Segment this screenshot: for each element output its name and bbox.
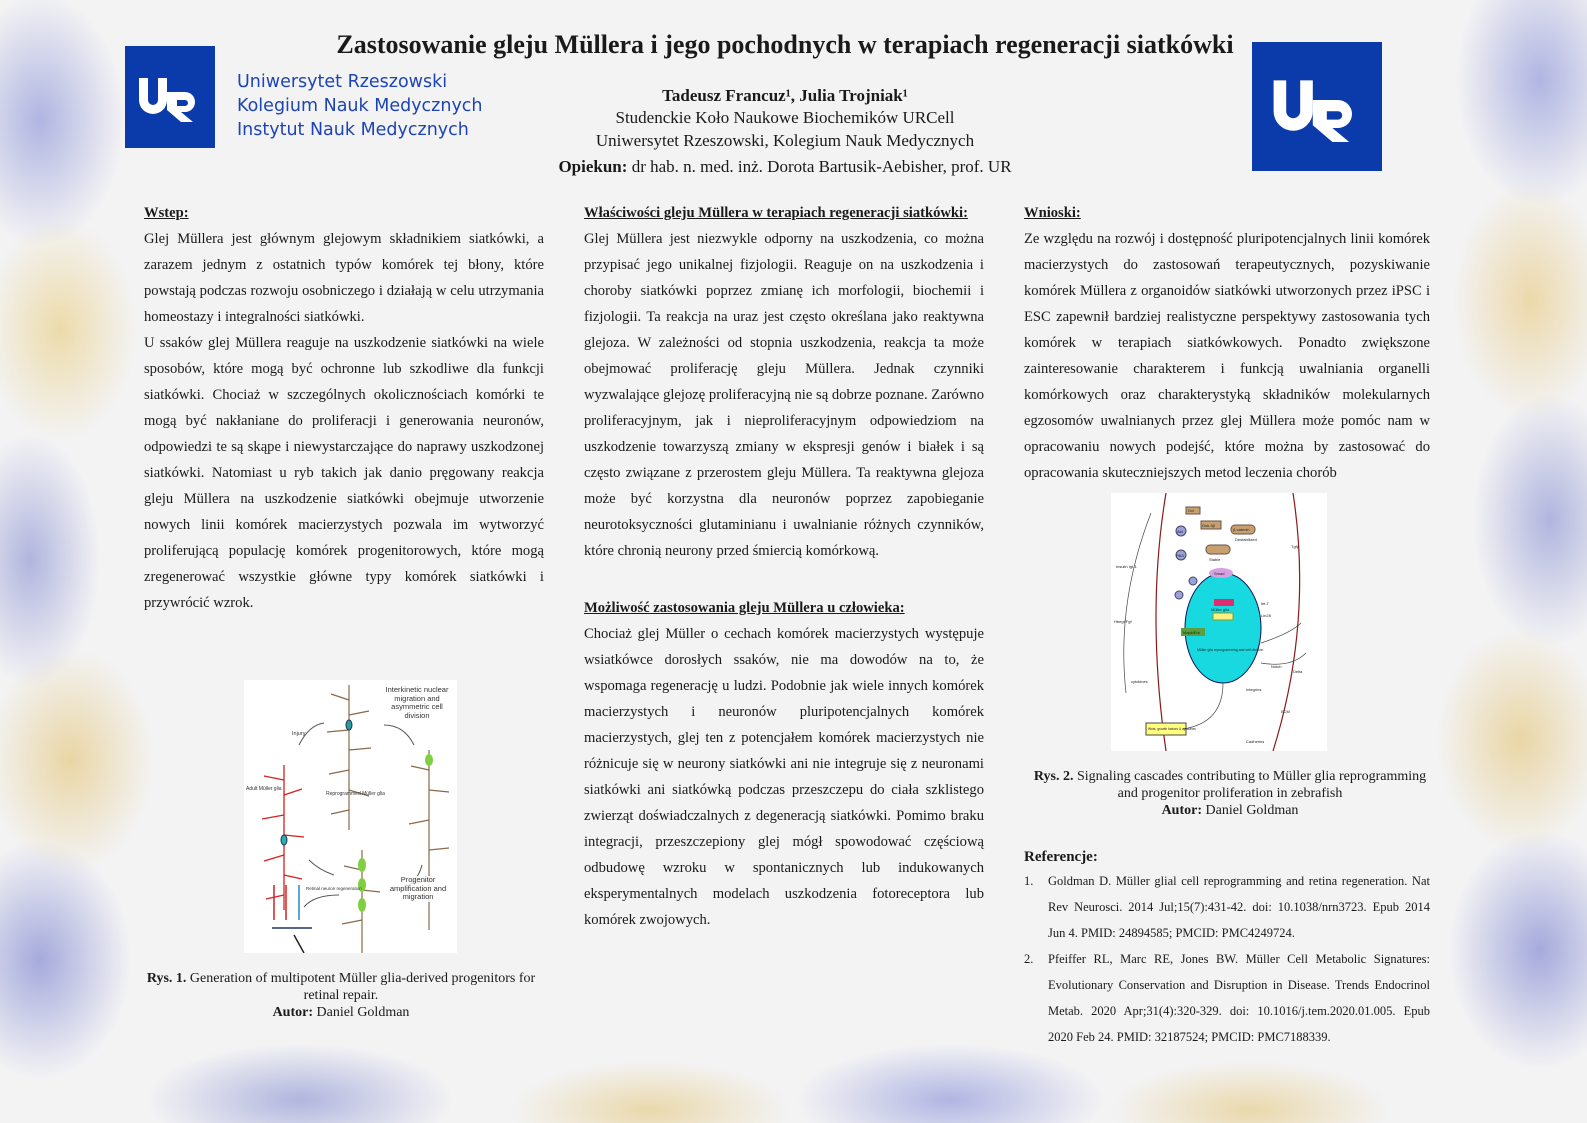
label-cytokines: cytokines bbox=[1131, 679, 1148, 684]
label-lin28: Lin28 bbox=[1261, 613, 1271, 618]
label-dvl: Dvl bbox=[1188, 508, 1194, 513]
university-logo-right bbox=[1252, 42, 1382, 171]
figure-1-author-label: Autor: bbox=[272, 1005, 313, 1020]
properties-text: Glej Müllera jest niezwykle odporny na uszkodzenia, co można przypisać jego unikalnej fizjologii. Reaguje on na uszkodzenia i choroby siatkówki poprzez zmianę ich morfologii, biochemii i fizjologii. Ta reakcja na uraz jest często określana jako reaktywna glejoza. W zależności od stopnia uszkodzenia, reakcja ta może obejmować proliferację gleju Müllera. Jednak czynniki wyzwalające glejozę proliferacyjną nie są dobrze poznane. Zarówno proliferacyjnym, jak i nieproliferacyjnym odpowiedziom na uszkodzenie towarzyszą zmiany w ekspresji genów i białek i są często związane z przerostem gleju Müllera. Ta reaktywna glejoza może być korzystna dla neuronów poprzez zapobieganie neurotoksyczności glutaminianu i uwalnianie różnych czynników, które chronią neurony przed śmiercią komórkową. bbox=[584, 231, 984, 559]
label-integrins: Integrins bbox=[1246, 687, 1262, 692]
figure-1-caption-text: Generation of multipotent Müller glia-derived progenitors for retinal repair. bbox=[189, 971, 536, 1003]
label-delta: Delta bbox=[1293, 669, 1303, 674]
label-insulin: Insulin Igf-1 bbox=[1116, 564, 1137, 569]
label-tgfb: Tgfβ bbox=[1291, 544, 1300, 549]
supervisor-label: Opiekun: bbox=[558, 157, 628, 176]
supervisor bbox=[400, 155, 1170, 178]
label-pik3: Pik3 bbox=[1176, 553, 1184, 558]
human-application-heading: Możliwość zastosowania gleju Müllera u człowieka: bbox=[584, 600, 905, 616]
label-let7: let-7 bbox=[1261, 601, 1269, 606]
figure-2-author-label: Autor: bbox=[1161, 803, 1202, 818]
figure-2-caption-text: Signaling cascades contributing to Müller glia reprogramming and progenitor proliferation in zebrafish bbox=[1076, 769, 1427, 801]
conclusions-text: Ze względu na rozwój i dostępność pluripotencjalnych linii komórek macierzystych do zastosowań terapeutycznych, pozyskiwanie komórek Müllera z organoidów siatkówki utworzonych przez iPSC i ESC zapewnił bardziej realistyczne perspektywy zastosowania tych komórek w terapiach siatkówkowych. Ponadto zwiększone zainteresowanie charakterem i funkcją uwalniania organelli komórkowych oraz charakterystyką składników molekularnych egzosomów uwalnianych przez glej Müllera może pomóc nam w opracowaniu nowych podejść, które można by zastosować do opracowania skuteczniejszych metod leczenia chorób bbox=[1024, 231, 1430, 481]
figure-1-author: Daniel Goldman bbox=[316, 1005, 410, 1020]
figure-1-caption-label: Rys. 1. bbox=[146, 971, 187, 986]
conclusions-heading: Wnioski: bbox=[1024, 205, 1081, 221]
intro-section bbox=[144, 200, 544, 616]
intro-heading: Wstep: bbox=[144, 205, 189, 221]
label-muller-glia: Müller glia bbox=[1211, 607, 1230, 612]
label-akt: Akt bbox=[1177, 529, 1183, 534]
label-hbegf: Hbegf Fgf bbox=[1114, 619, 1132, 624]
reference-text: Pfeiffer RL, Marc RE, Jones BW. Müller Cell Metabolic Signatures: Evolutionary Conservation and Disruption in Disease. Trends Endocrinol Metab. 2020 Apr;31(4):320-329. doi: 10.1016/j.tem.2020.01.005. Epub 2020 Feb 24. PMID: 32187524; PMCID: PMC7188339. bbox=[1048, 952, 1430, 1044]
label-injury: Injury bbox=[292, 731, 306, 737]
references-heading: Referencje: bbox=[1024, 849, 1098, 865]
institute-name: Instytut Nauk Medycznych bbox=[237, 120, 469, 140]
reference-number: 2. bbox=[1024, 952, 1034, 966]
university-name: Uniwersytet Rzeszowski bbox=[237, 72, 448, 92]
label-mapk: Mapk/Erk bbox=[1183, 630, 1200, 635]
affiliation-club: Studenckie Koło Naukowe Biochemików URCell bbox=[615, 108, 955, 127]
figure-2-caption bbox=[1030, 768, 1430, 819]
figure-2-caption-label: Rys. 2. bbox=[1033, 769, 1074, 784]
references-section bbox=[1024, 846, 1430, 1050]
figure-1-caption bbox=[136, 970, 546, 1021]
properties-heading: Właściwości gleju Müllera w terapiach regeneracji siatkówki: bbox=[584, 205, 968, 221]
label-smad: Smad bbox=[1214, 571, 1225, 576]
label-reprogramming: Müller glia reprogramming and cell division bbox=[1197, 648, 1264, 652]
intro-paragraph: U ssaków glej Müllera reaguje na uszkodzenie siatkówki na wiele sposobów, które mogą być ochronne lub szkodliwe dla funkcji siatkówki. Chociaż w szczególnych okolicznościach komórki te mogą być nakłaniane do proliferacji i generowania neuronów, odpowiedzi te są skąpe i niewystarczające do naprawy uszkodzonej siatkówki. Natomiast u ryb takich jak danio pręgowany reakcja gleju Müllera na uszkodzenie siatkówki obejmuje utworzenie nowych linii komórek macierzystych pozwala im wytworzyć proliferującą populację komórek progenitorowych, które mogą zregenerować wszystkie główne typy komórek siatkówki i przywrócić wzrok. bbox=[144, 335, 544, 611]
figure-2-author: Daniel Goldman bbox=[1205, 803, 1299, 818]
figure-2-signaling-cascades bbox=[1111, 493, 1327, 751]
label-reprogrammed-muller-glia: Reprogrammed Müller glia bbox=[326, 791, 385, 797]
label-interkinetic-migration: Interkinetic nuclear migration and asymmetric cell division bbox=[378, 686, 456, 720]
label-gsk3b: Gsk-3β bbox=[1202, 523, 1215, 528]
college-name: Kolegium Nauk Medycznych bbox=[237, 96, 483, 116]
supervisor-name: dr hab. n. med. inż. Dorota Bartusik-Aebisher, prof. UR bbox=[631, 157, 1012, 176]
affiliation-university: Uniwersytet Rzeszowski, Kolegium Nauk Medycznych bbox=[595, 131, 975, 150]
ur-logo-mark-icon bbox=[1265, 72, 1369, 142]
label-wnts: Wnts, growth factors & cytokines bbox=[1148, 727, 1196, 731]
label-destabilized: Destabilized bbox=[1235, 537, 1257, 542]
authors: Tadeusz Francuz¹, Julia Trojniak¹ bbox=[662, 86, 908, 105]
label-cadherins: Cadherins bbox=[1246, 739, 1265, 744]
university-logo-left bbox=[125, 46, 215, 148]
intro-paragraph: Glej Müllera jest głównym glejowym składnikiem siatkówki, a zarazem jednym z ostatnich typów komórek tej błony, które powstają podczas rozwoju osobniczego i działają w celu utrzymania homeostazy i integralności siatkówki. bbox=[144, 231, 544, 325]
human-application-text: Chociaż glej Müller o cechach komórek macierzystych występuje wsiatkówce dorosłych ssaków, nie ma dowodów na to, że wspomaga regenerację u ludzi. Podobnie jak wiele innych komórek macierzystych i neuronów pluripotencjalnych komórek macierzystych, glej ten z potencjałem komórek macierzystych nie różnicuje się w neurony siatkówki ani nie integruje się z neuronami siatkówki ani siatkówką podczas przeszczepu do ciała szklistego zwierząt doświadczalnych z degeneracją siatkówki. Pomimo braku integracji, przeszczepiony glej mógł spowodować częściową odbudowę wzroku w spontanicznych lub indukowanych eksperymentalnych modelach uszkodzenia fotoreceptora lub komórek zwojowych. bbox=[584, 626, 984, 928]
properties-section bbox=[584, 200, 984, 564]
figure-1-retina-regeneration bbox=[244, 680, 457, 953]
human-application-section bbox=[584, 595, 984, 933]
label-ecm: ECM bbox=[1281, 709, 1290, 714]
label-beta-catenin: β-catenin bbox=[1233, 527, 1250, 532]
reference-number: 1. bbox=[1024, 874, 1034, 888]
references-list bbox=[1024, 868, 1430, 1050]
label-notch: Notch bbox=[1271, 664, 1282, 669]
label-stable: Stable bbox=[1209, 557, 1221, 562]
label-retinal-neuron-regeneration: Retinal neuron regeneration bbox=[306, 886, 362, 891]
reference-item bbox=[1024, 946, 1430, 1050]
reference-text: Goldman D. Müller glial cell reprogramming and retina regeneration. Nat Rev Neurosci. 2014 Jul;15(7):431-42. doi: 10.1038/nrn3723. Epub 2014 Jun 4. PMID: 24894585; PMCID: PMC4249724. bbox=[1048, 874, 1430, 940]
poster-title: Zastosowanie gleju Müllera i jego pochodnych w terapiach regeneracji siatkówki bbox=[336, 30, 1234, 59]
reference-item bbox=[1024, 868, 1430, 946]
conclusions-section bbox=[1024, 200, 1430, 486]
ur-logo-mark-icon bbox=[133, 72, 207, 122]
label-progenitor-amplification: Progenitor amplification and migration bbox=[382, 876, 454, 902]
label-adult-muller-glia: Adult Müller glia bbox=[246, 786, 282, 792]
